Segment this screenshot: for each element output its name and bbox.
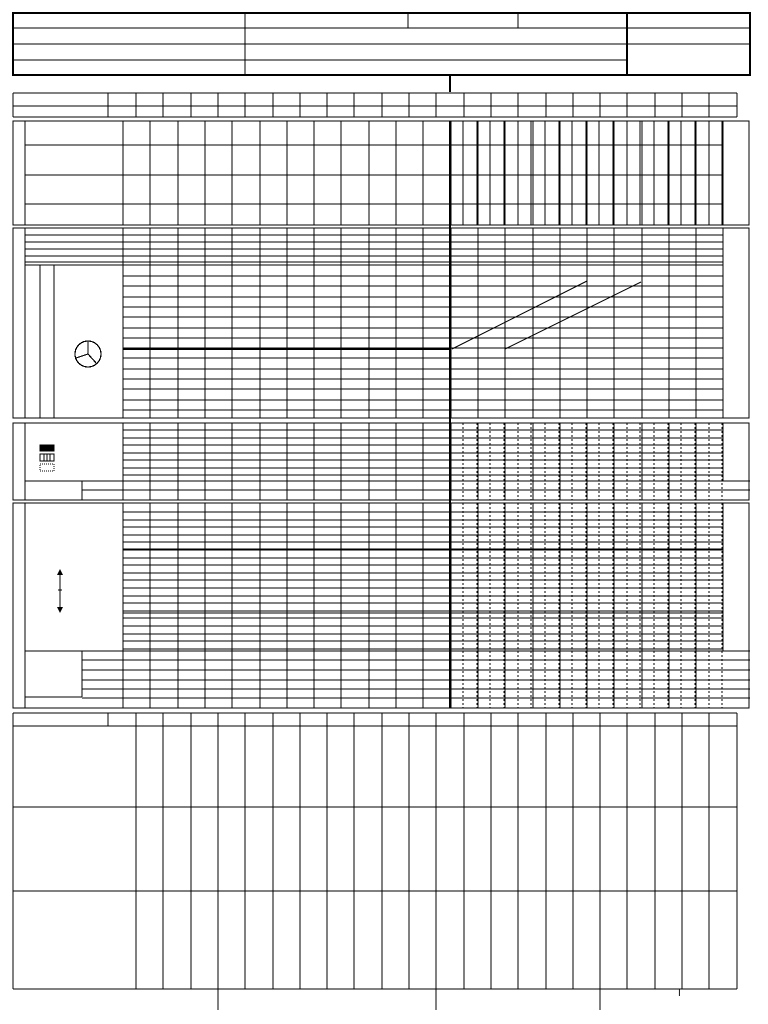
striped-box-icon [40, 454, 54, 461]
section-two-grid [13, 228, 749, 418]
date-time-header-row [13, 93, 737, 117]
dotted-box-icon [40, 464, 54, 471]
form-header [13, 13, 750, 92]
legend-icons [40, 341, 101, 613]
trend-lines [452, 281, 641, 349]
trend-line-2 [505, 282, 641, 349]
bottom-table [13, 713, 737, 1010]
clock-icon [75, 341, 101, 367]
filled-box-icon [40, 445, 54, 451]
page-number: I [678, 988, 681, 999]
section-three-grid [13, 423, 750, 500]
section-four-grid [13, 121, 750, 708]
trend-line-1 [452, 281, 587, 349]
section-one-grid [13, 121, 749, 225]
vertical-arrow-icon [57, 569, 63, 613]
